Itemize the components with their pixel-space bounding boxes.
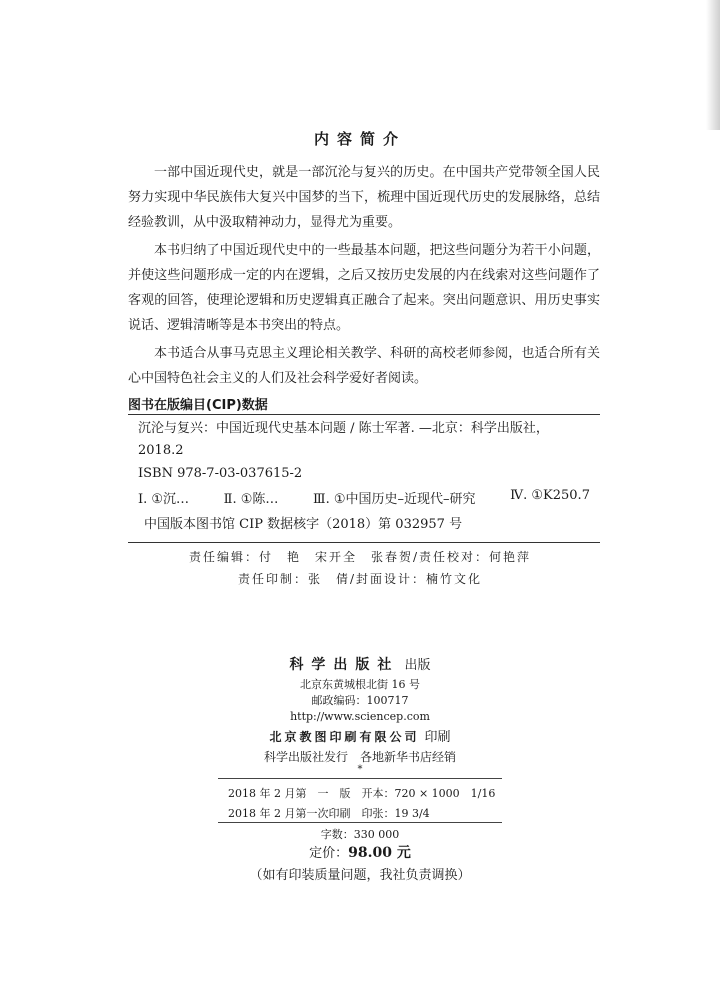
publisher-postcode: 邮政编码：100717	[311, 694, 409, 707]
intro-paragraph: 本书归纳了中国近现代史中的一些最基本问题，把这些问题分为若干小问题，并使这些问题形成一定的内在逻辑，之后又按历史发展的内在线索对这些问题作了客观的回答，使理论逻辑和历史逻辑真正融合了起来。突出问题意识、用历史事实说话、逻辑清晰等是本书突出的特点。	[128, 243, 600, 333]
credits-print: 责任印制：张 倩/封面设计：楠竹文化	[237, 572, 483, 586]
cip-record: 中国版本图书馆 CIP 数据核字（2018）第 032957 号	[144, 517, 463, 532]
price-value: 98.00 元	[348, 845, 411, 861]
price-line	[0, 842, 720, 862]
edition-top-rule	[218, 778, 502, 779]
credits-editors: 责任编辑：付 艳 宋开全 张春贺/责任校对：何艳萍	[188, 550, 532, 564]
publisher-heading	[0, 654, 720, 674]
cip-isbn: ISBN 978-7-03-037615-2	[138, 466, 303, 481]
edition-line: 2018 年 2 月第 一 版 开本：720 × 1000 1/16	[228, 787, 496, 800]
printer-suffix: 印刷	[424, 730, 451, 745]
distribution-line: 科学出版社发行 各地新华书店经销	[263, 750, 456, 764]
cip-top-rule	[128, 414, 600, 415]
edition-bottom-rule	[218, 822, 502, 823]
cip-heading: 图书在版编目(CIP)数据	[128, 398, 268, 413]
cip-class-item: Ⅲ. ①中国历史–近现代–研究	[313, 492, 476, 507]
intro-title: 内容简介	[313, 130, 406, 148]
publisher-address: 北京东黄城根北街 16 号	[300, 678, 420, 691]
publisher-url: http://www.sciencep.com	[290, 710, 430, 723]
wordcount: 字数：330 000	[320, 828, 400, 841]
cip-entry: 沉沦与复兴：中国近现代史基本问题 / 陈士军著. —北京：科学出版社，2018.2	[138, 421, 549, 458]
publisher-name: 科学出版社	[289, 657, 400, 673]
printing-line: 2018 年 2 月第一次印刷 印张：19 3/4	[228, 807, 430, 820]
intro-paragraph: 本书适合从事马克思主义理论相关教学、科研的高校老师参阅，也适合所有关心中国特色社会主义的人们及社会科学爱好者阅读。	[128, 346, 600, 386]
publisher-suffix: 出版	[404, 658, 431, 673]
separator-star: *	[357, 764, 363, 775]
cip-bottom-rule	[128, 542, 600, 543]
intro-body	[128, 160, 600, 394]
cip-class-item: Ⅱ. ①陈…	[223, 492, 279, 507]
printer-name: 北京教图印刷有限公司	[269, 730, 420, 744]
printer-line	[0, 726, 720, 745]
quality-notice: （如有印装质量问题，我社负责调换）	[249, 868, 471, 883]
cip-class-item: Ⅳ. ①K250.7	[510, 488, 590, 503]
price-label: 定价：	[309, 846, 349, 861]
cip-class-item: Ⅰ. ①沉…	[138, 492, 190, 507]
cip-classification	[138, 488, 590, 507]
intro-paragraph: 一部中国近现代史，就是一部沉沦与复兴的历史。在中国共产党带领全国人民努力实现中华民族伟大复兴中国梦的当下，梳理中国近现代历史的发展脉络，总结经验教训，从中汲取精神动力，显得尤为重要。	[128, 165, 600, 230]
